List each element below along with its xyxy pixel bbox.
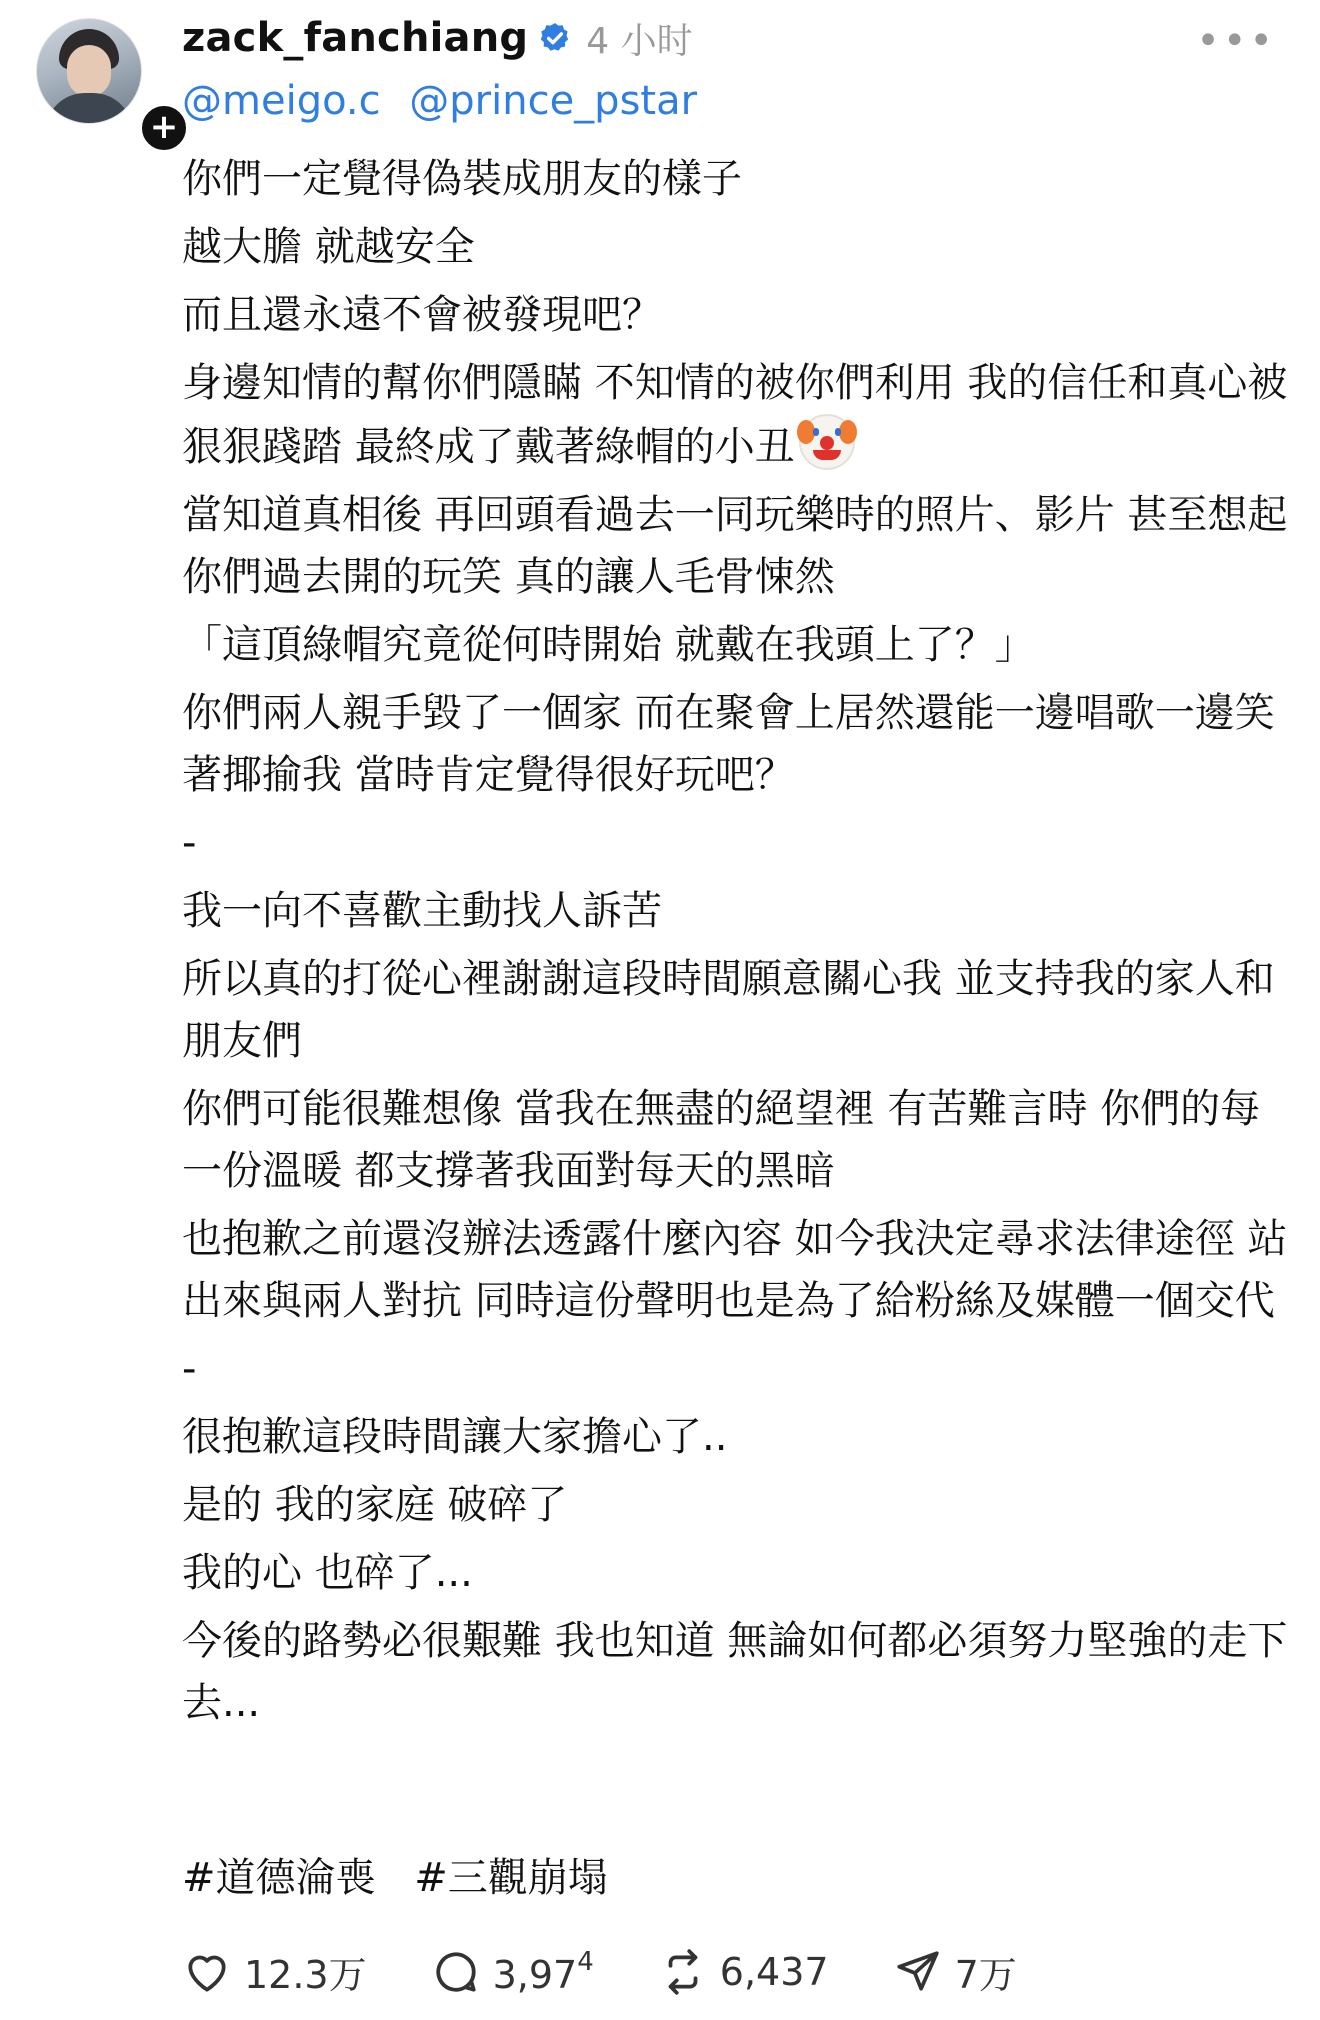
verified-badge-icon (538, 21, 572, 55)
post-paragraph: 越大膽 就越安全 (182, 224, 475, 270)
repost-count: 6,437 (719, 1949, 829, 1994)
post-paragraph: 所以真的打從心裡謝謝這段時間願意關心我 並支持我的家人和朋友們 (182, 956, 1275, 1064)
clown-emoji-icon (799, 414, 855, 470)
comment-icon (431, 1947, 481, 1997)
post-paragraph: 你們可能很難想像 當我在無盡的絕望裡 有苦難言時 你們的每一份溫暖 都支撐著我面對每天的黑暗 (182, 1086, 1261, 1194)
post-paragraph (182, 352, 1292, 478)
share-send-icon (893, 1947, 943, 1997)
post-paragraph: 是的 我的家庭 破碎了 (182, 1482, 568, 1528)
post-paragraph: 也抱歉之前還沒辦法透露什麼內容 如今我決定尋求法律途徑 站出來與兩人對抗 同時這份聲明也是為了給粉絲及媒體一個交代 (182, 1216, 1288, 1324)
hashtag-link[interactable]: #三觀崩塌 (414, 1855, 608, 1901)
post-time: 4 小时 (586, 20, 693, 62)
hashtag-link[interactable]: #道德淪喪 (182, 1855, 376, 1901)
post-paragraph: 我的心 也碎了... (182, 1550, 473, 1596)
like-count: 12.3万 (244, 1953, 367, 1997)
like-button[interactable] (182, 1944, 367, 1999)
username-link[interactable]: zack_fanchiang (182, 15, 529, 61)
comment-button[interactable] (431, 1947, 594, 1997)
post-paragraph: - (182, 1346, 197, 1392)
avatar-photo (36, 18, 142, 124)
post-paragraph: 我一向不喜歡主動找人訴苦 (182, 888, 662, 934)
share-button[interactable] (893, 1944, 1017, 1999)
post-paragraph: 你們一定覺得偽裝成朋友的樣子 (182, 156, 742, 202)
post-paragraph: - (182, 820, 197, 866)
author-avatar[interactable] (36, 18, 179, 147)
post-paragraph: 今後的路勢必很艱難 我也知道 無論如何都必須努力堅強的走下去... (182, 1618, 1288, 1726)
paragraph-text: 身邊知情的幫你們隱瞞 不知情的被你們利用 我的信任和真心被狠狠踐踏 最終成了戴著綠帽的小丑 (182, 360, 1288, 470)
action-bar (182, 1944, 1081, 1999)
hashtags-line (182, 1846, 634, 1903)
mention-link[interactable]: @meigo.c (182, 78, 381, 124)
post-paragraph: 很抱歉這段時間讓大家擔心了.. (182, 1414, 728, 1460)
post-paragraph: 而且還永遠不會被發現吧？ (182, 292, 662, 338)
post-paragraph: 當知道真相後 再回頭看過去一同玩樂時的照片、影片 甚至想起你們過去開的玩笑 真的讓人毛骨悚然 (182, 492, 1288, 600)
post-header (182, 12, 693, 64)
mentions-line (182, 78, 713, 124)
follow-button[interactable]: + (138, 102, 190, 154)
comment-count: 3,97$^4$ (492, 1946, 594, 1997)
repost-icon (658, 1947, 708, 1997)
more-options-icon[interactable]: ••• (1196, 18, 1276, 64)
post-paragraph: 你們兩人親手毀了一個家 而在聚會上居然還能一邊唱歌一邊笑著揶揄我 當時肯定覺得很好玩吧？ (182, 690, 1275, 798)
share-count: 7万 (954, 1953, 1017, 1997)
post-paragraph: 「這頂綠帽究竟從何時開始 就戴在我頭上了？」 (182, 622, 1035, 668)
heart-icon (182, 1947, 232, 1997)
mention-link[interactable]: @prince_pstar (409, 78, 698, 124)
repost-button[interactable] (658, 1947, 829, 1997)
post-body (182, 148, 1292, 1740)
